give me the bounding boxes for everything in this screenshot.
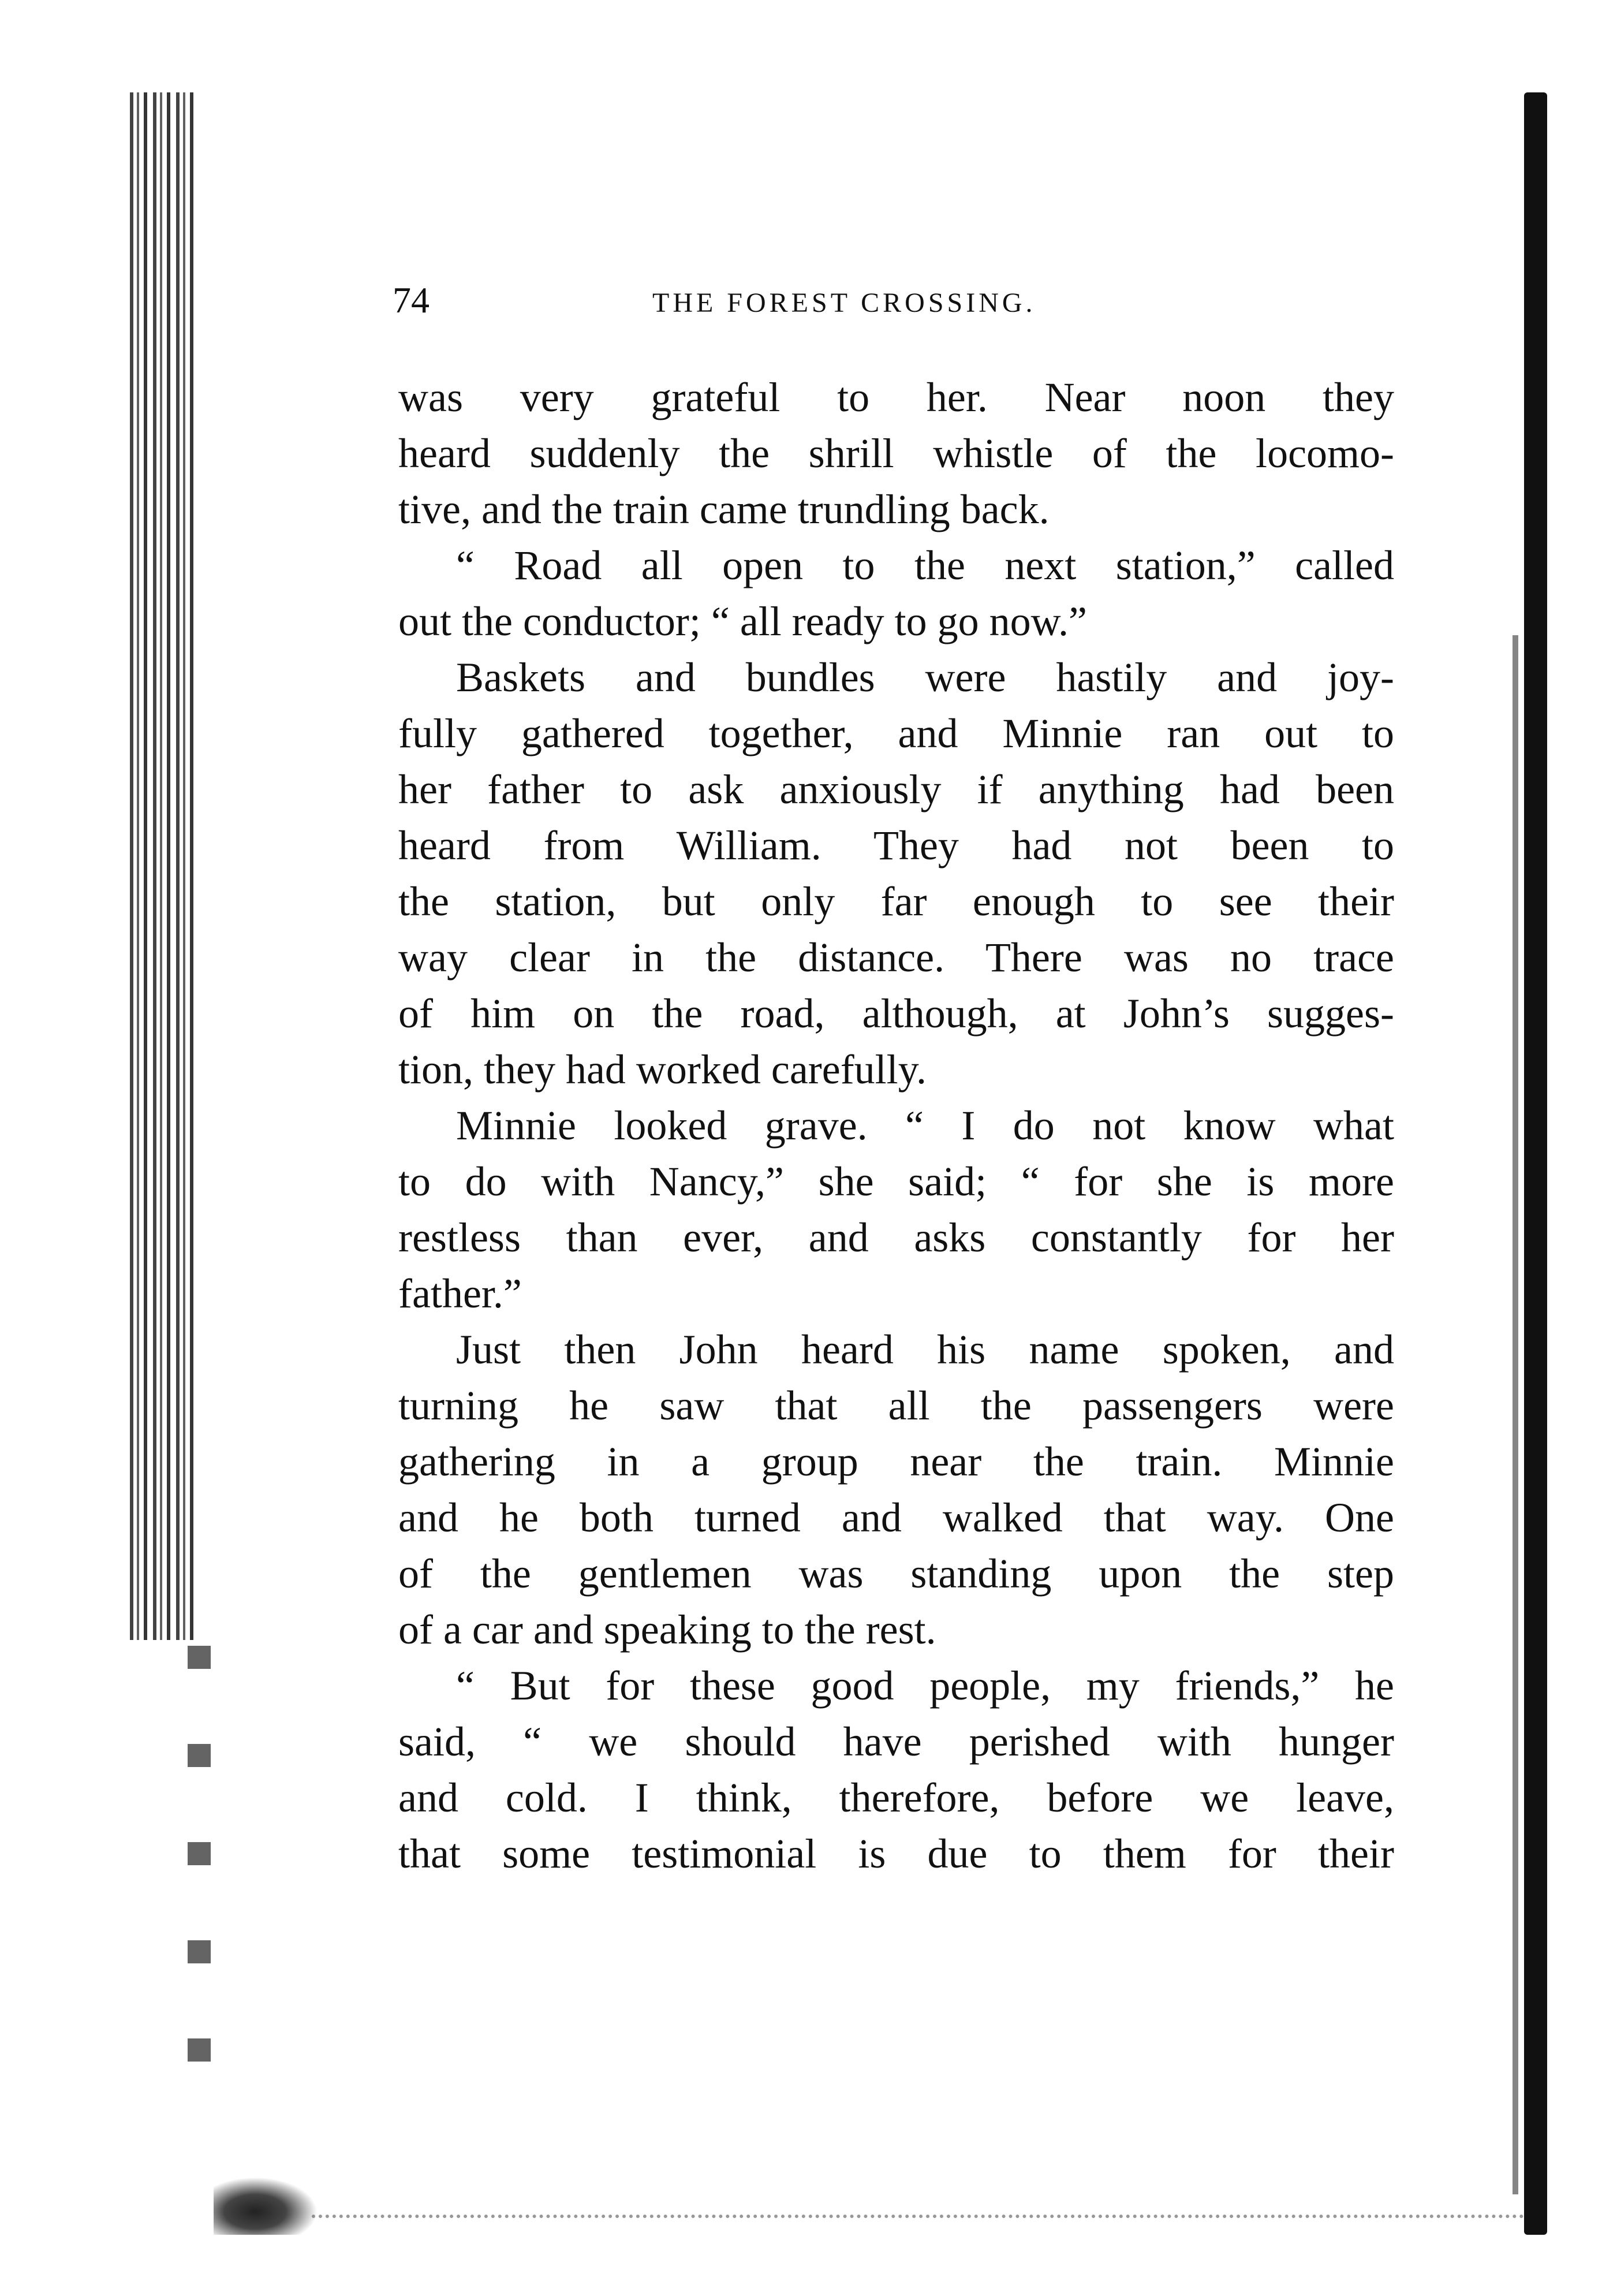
text-line: that some testimonial is due to them for their: [398, 1831, 1394, 1877]
text-line: was very grateful to her. Near noon they: [398, 374, 1394, 420]
text-line: out the conductor; “ all ready to go now.”: [398, 598, 1087, 644]
text-line: tive, and the train came trundling back.: [398, 486, 1050, 532]
scan-bottom-edge: [312, 2215, 1524, 2218]
text-line: fully gathered together, and Minnie ran out to: [398, 710, 1394, 756]
running-title: THE FOREST CROSSING.: [652, 288, 1036, 318]
body-text: [398, 370, 1394, 1882]
text-line: turning he saw that all the passengers were: [398, 1382, 1394, 1429]
scanned-binding-marks: [188, 1646, 211, 2108]
text-line: heard from William. They had not been to: [398, 822, 1394, 869]
text-line: of the gentlemen was standing upon the step: [398, 1550, 1394, 1597]
text-line: father.”: [398, 1270, 522, 1317]
text-line: heard suddenly the shrill whistle of the locomo-: [398, 430, 1394, 476]
scanned-page-edge-right: [1524, 92, 1547, 2235]
scanned-binding-left: [130, 92, 193, 1640]
text-line: to do with Nancy,” she said; “ for she is more: [398, 1158, 1394, 1205]
text-line: “ Road all open to the next station,” called: [456, 542, 1394, 588]
page-number: 74: [393, 279, 430, 320]
text-line: her father to ask anxiously if anything had been: [398, 766, 1394, 812]
text-line: way clear in the distance. There was no trace: [398, 934, 1394, 981]
text-line: the station, but only far enough to see their: [398, 878, 1394, 925]
text-line: of him on the road, although, at John’s sugges-: [398, 990, 1394, 1037]
text-line: Baskets and bundles were hastily and joy-: [456, 654, 1394, 700]
text-line: restless than ever, and asks constantly for her: [398, 1214, 1394, 1261]
text-line: “ But for these good people, my friends,” he: [456, 1663, 1394, 1709]
text-line: Just then John heard his name spoken, and: [456, 1326, 1394, 1373]
text-line: and cold. I think, therefore, before we leave,: [398, 1775, 1394, 1821]
scanned-page-edge-shadow: [1513, 635, 1518, 2194]
scan-smudge: [214, 2177, 318, 2235]
text-line: said, “ we should have perished with hunger: [398, 1719, 1394, 1765]
page-header: [393, 277, 1397, 323]
text-line: Minnie looked grave. “ I do not know what: [456, 1102, 1394, 1149]
text-line: and he both turned and walked that way. One: [398, 1494, 1394, 1541]
text-line: gathering in a group near the train. Minnie: [398, 1438, 1394, 1485]
text-line: tion, they had worked carefully.: [398, 1046, 927, 1093]
text-line: of a car and speaking to the rest.: [398, 1607, 936, 1653]
